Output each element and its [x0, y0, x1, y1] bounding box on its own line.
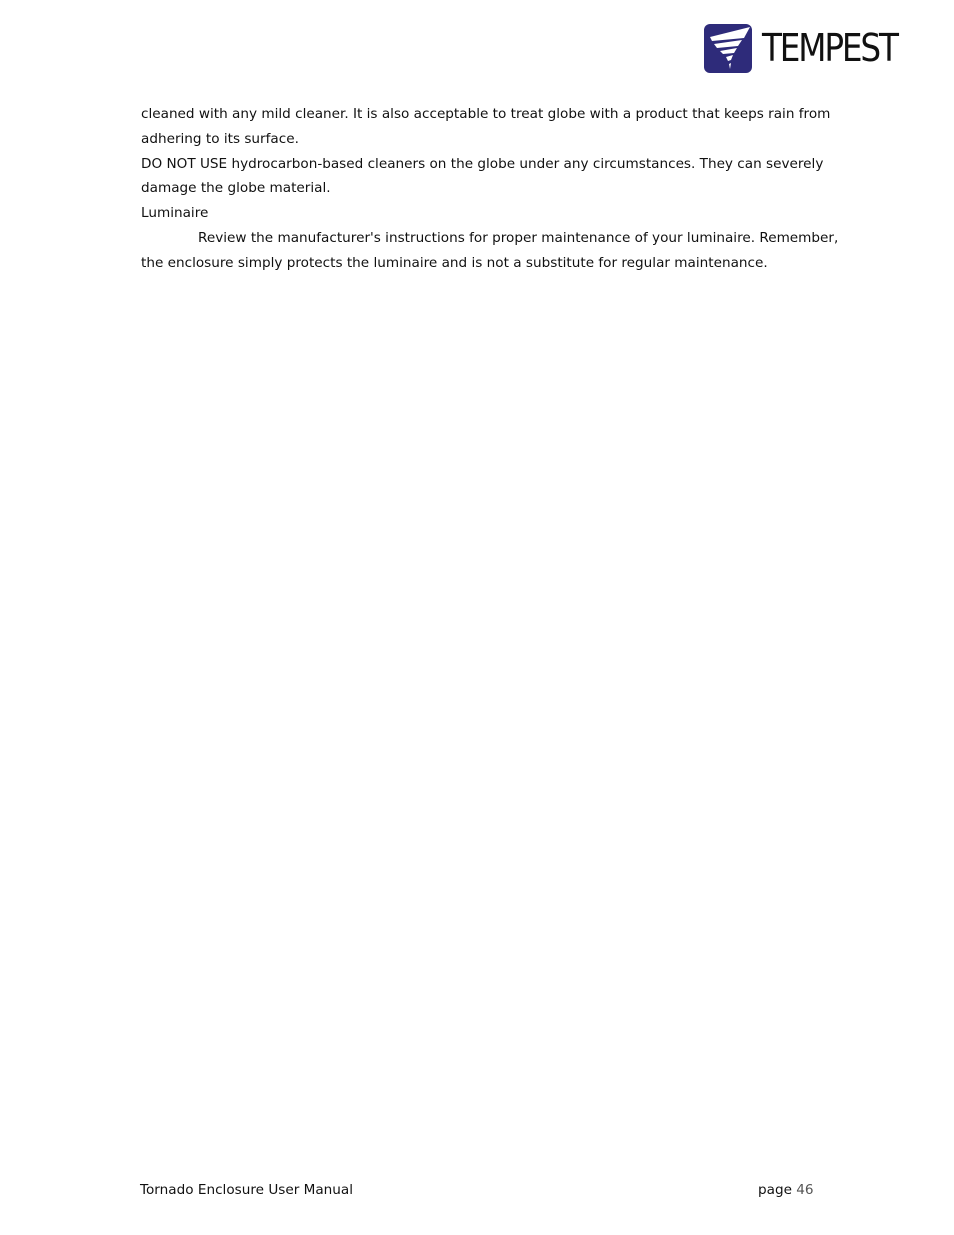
page-label: page — [758, 1182, 792, 1198]
document-body — [141, 102, 841, 276]
tempest-logo — [704, 24, 914, 74]
page-number: 46 — [796, 1182, 814, 1198]
paragraph-luminaire: Review the manufacturer's instructions for proper maintenance of your luminaire. Remember, the enclosure simply protects the luminaire and is not a substitute for regular maintenance. — [141, 229, 839, 271]
tempest-logo-wordmark: TEMPEST — [762, 26, 897, 70]
section-heading-luminaire: Luminaire — [141, 205, 209, 222]
paragraph-cleaning: cleaned with any mild cleaner. It is also acceptable to treat globe with a product that keeps rain from adhering to its surface. — [141, 106, 831, 147]
tempest-logo-icon — [704, 24, 752, 73]
paragraph-warning: DO NOT USE hydrocarbon-based cleaners on the globe under any circumstances. They can severely damage the globe material. — [141, 155, 824, 197]
footer-title: Tornado Enclosure User Manual — [140, 1182, 354, 1198]
footer-page — [758, 1180, 814, 1200]
